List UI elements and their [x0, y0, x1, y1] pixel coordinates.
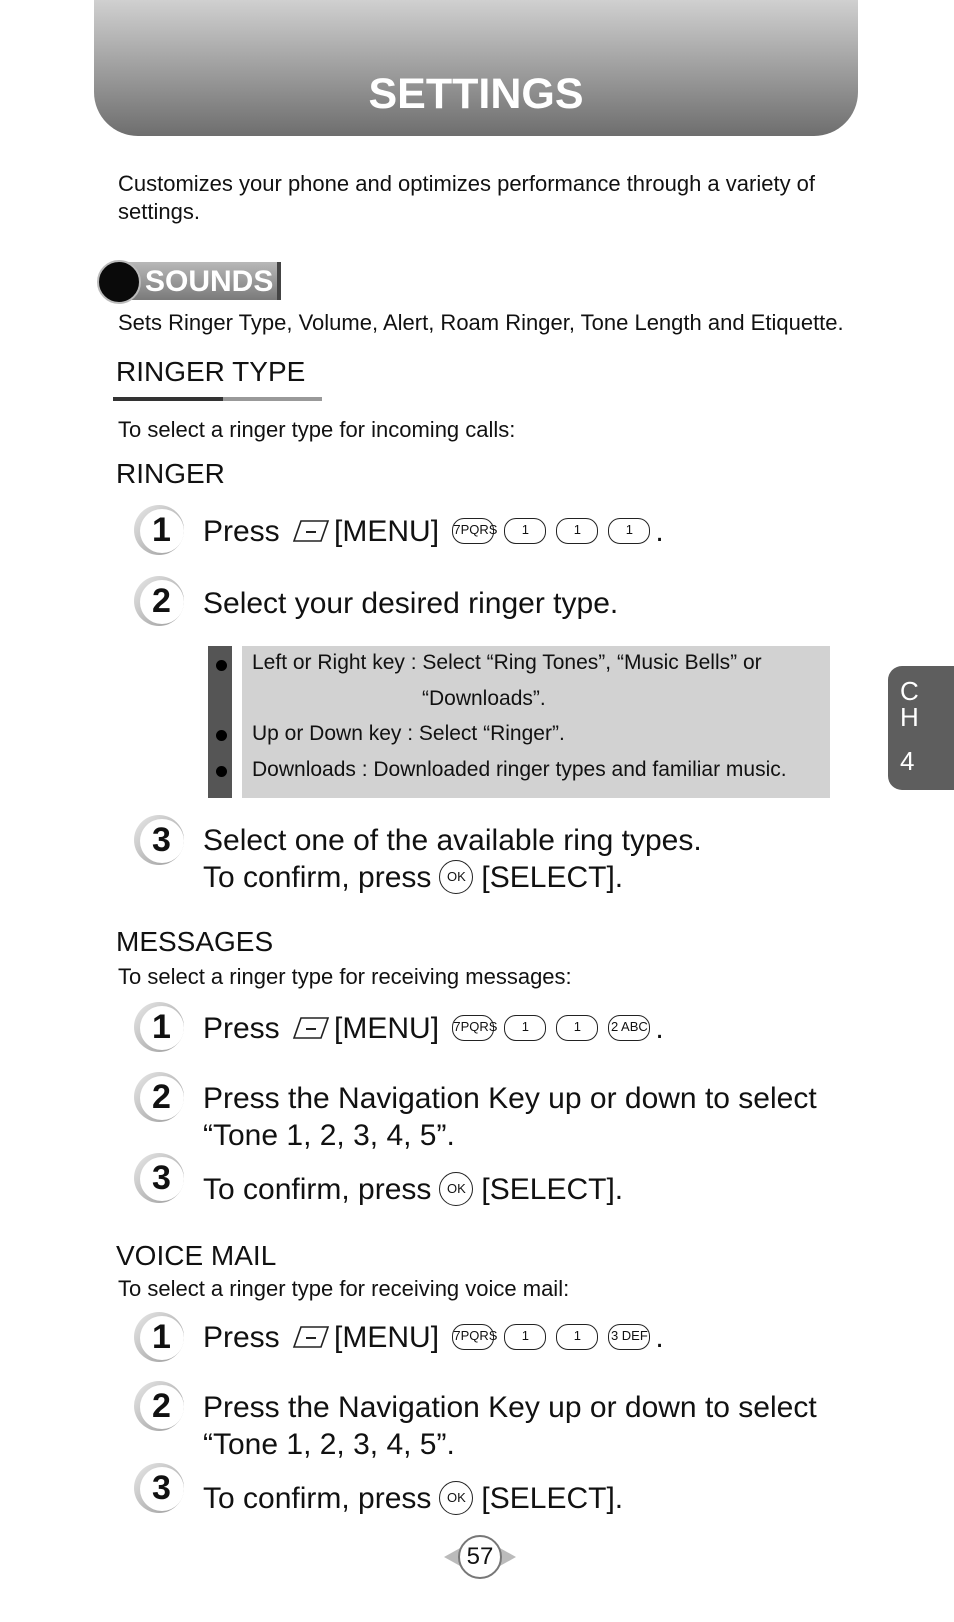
left-soft-key-icon: [292, 518, 330, 544]
ringer-heading: RINGER: [116, 458, 225, 489]
intro-text: Customizes your phone and optimizes performance through a variety of settings.: [118, 171, 816, 224]
ringer-type-subtitle: To select a ringer type for incoming calls:: [118, 417, 516, 442]
key-2-icon: 2 ABC: [608, 1015, 650, 1041]
heading-underline-light: [223, 397, 322, 401]
messages-step-2-marker: 2: [134, 1072, 184, 1122]
sounds-section-badge: [97, 258, 287, 304]
messages-step-3-marker: 3: [134, 1153, 184, 1203]
messages-subtitle: To select a ringer type for receiving messages:: [118, 964, 572, 989]
ringer-type-heading: RINGER TYPE: [116, 356, 306, 387]
heading-underline-dark: [113, 397, 223, 401]
sounds-badge-bar: [119, 262, 281, 300]
key-7-icon: 7PQRS: [452, 518, 494, 544]
ringer-step-2-marker: 2: [134, 576, 184, 626]
chapter-tab-h: H: [900, 702, 919, 732]
messages-step-2-line2: “Tone 1, 2, 3, 4, 5”.: [203, 1119, 455, 1152]
ringer-step-3-line2: To confirm, press OK [SELECT].: [203, 861, 624, 894]
bullet-icon: [216, 660, 227, 671]
messages-step-1-text: Press [MENU] 7PQRS 1 1 2 ABC .: [203, 1012, 664, 1045]
sounds-bullet-icon: [97, 260, 141, 304]
key-1-icon: 1: [556, 1015, 598, 1041]
voice-mail-step-2-line2: “Tone 1, 2, 3, 4, 5”.: [203, 1428, 455, 1461]
ringer-step-2-text: Select your desired ringer type.: [203, 587, 619, 620]
key-3-icon: 3 DEF: [608, 1324, 650, 1350]
note-line-3: Downloads : Downloaded ringer types and familiar music.: [252, 758, 787, 781]
bullet-icon: [216, 766, 227, 777]
voice-mail-step-3-text: To confirm, press OK [SELECT].: [203, 1482, 624, 1515]
voice-mail-heading: VOICE MAIL: [116, 1240, 277, 1271]
voice-mail-step-2-line1: Press the Navigation Key up or down to select: [203, 1391, 817, 1424]
chapter-tab: [888, 666, 954, 790]
page-number: 57: [466, 1543, 494, 1570]
sounds-description: Sets Ringer Type, Volume, Alert, Roam Ringer, Tone Length and Etiquette.: [118, 310, 844, 335]
ringer-step-3-marker: 3: [134, 815, 184, 865]
chapter-tab-c: C: [900, 676, 919, 706]
page-number-badge: [444, 1530, 516, 1584]
messages-step-3-text: To confirm, press OK [SELECT].: [203, 1173, 624, 1206]
messages-step-2-line1: Press the Navigation Key up or down to select: [203, 1082, 817, 1115]
voice-mail-step-3-marker: 3: [134, 1463, 184, 1513]
note-line-2: Up or Down key : Select “Ringer”.: [252, 722, 565, 745]
voice-mail-subtitle: To select a ringer type for receiving voice mail:: [118, 1276, 570, 1301]
messages-step-1-marker: 1: [134, 1002, 184, 1052]
key-7-icon: 7PQRS: [452, 1015, 494, 1041]
key-1-icon: 1: [504, 518, 546, 544]
left-soft-key-icon: [292, 1015, 330, 1041]
key-1-icon: 1: [608, 518, 650, 544]
voice-mail-step-2-marker: 2: [134, 1381, 184, 1431]
ringer-step-1-text: Press [MENU] 7PQRS 1 1 1 .: [203, 515, 664, 548]
page-title: SETTINGS: [368, 70, 584, 118]
note-line-1-cont: “Downloads”.: [422, 687, 546, 710]
messages-heading: MESSAGES: [116, 926, 274, 957]
ringer-step-3-line1: Select one of the available ring types.: [203, 824, 702, 857]
bullet-icon: [216, 730, 227, 741]
sounds-label: SOUNDS: [145, 265, 274, 298]
key-7-icon: 7PQRS: [452, 1324, 494, 1350]
ok-key-icon: OK: [439, 1172, 473, 1206]
voice-mail-step-1-marker: 1: [134, 1312, 184, 1362]
ok-key-icon: OK: [439, 1481, 473, 1515]
left-soft-key-icon: [292, 1324, 330, 1350]
ringer-step-1-marker: 1: [134, 505, 184, 555]
chapter-tab-number: 4: [900, 746, 915, 776]
key-1-icon: 1: [504, 1015, 546, 1041]
key-1-icon: 1: [556, 1324, 598, 1350]
note-line-1: Left or Right key : Select “Ring Tones”, “Music Bells” or: [252, 651, 762, 674]
key-1-icon: 1: [556, 518, 598, 544]
page-header: [94, 0, 858, 136]
key-1-icon: 1: [504, 1324, 546, 1350]
ringer-notes-box: [208, 646, 830, 798]
voice-mail-step-1-text: Press [MENU] 7PQRS 1 1 3 DEF .: [203, 1321, 664, 1354]
ok-key-icon: OK: [439, 860, 473, 894]
